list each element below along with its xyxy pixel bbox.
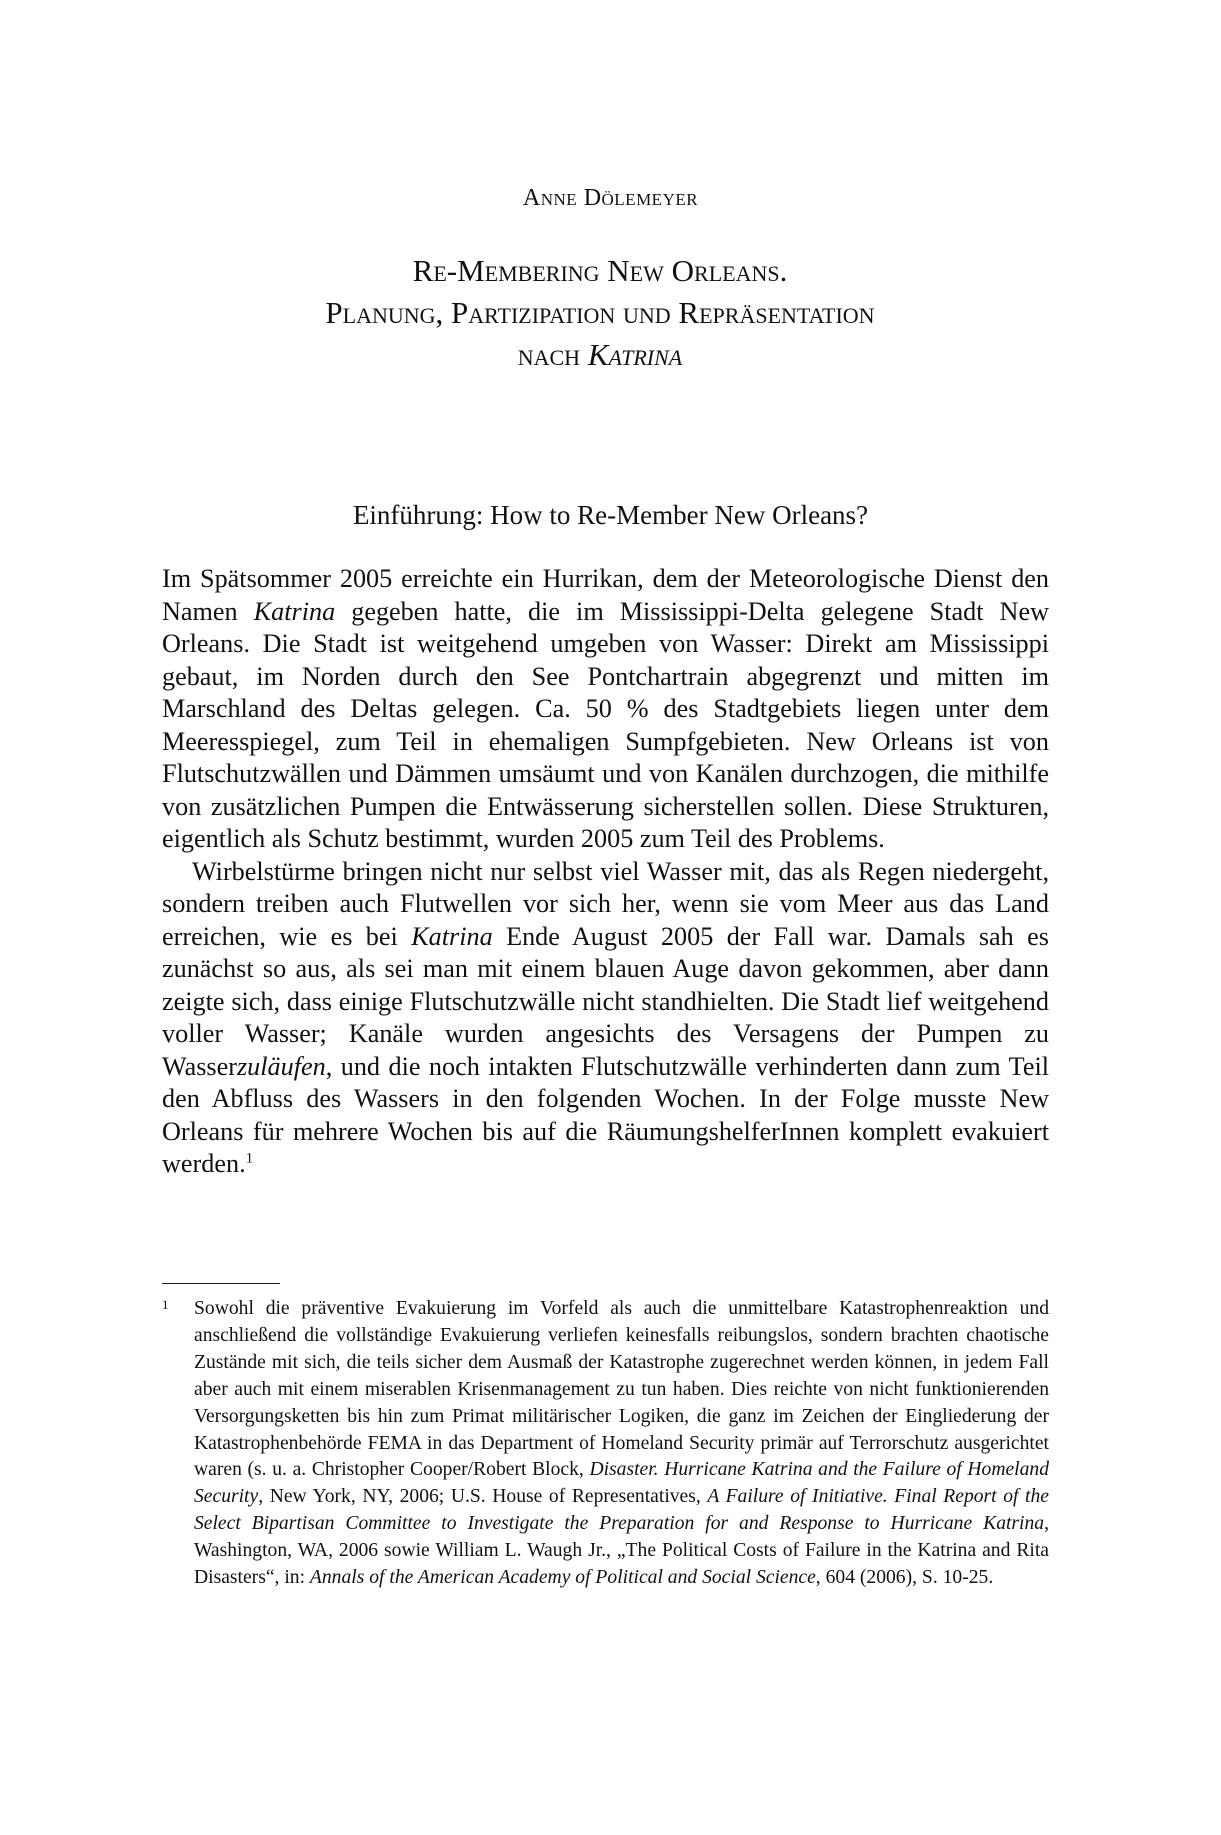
title-line-3-prefix: nach [517,337,588,372]
footnote-text-b: , New York, NY, 2006; U.S. House of Representatives, [258,1486,708,1508]
section-heading: Einführung: How to Re-Member New Orleans? [352,500,869,530]
paper-title [130,250,1070,376]
title-line-1: Re-Membering New Orleans. [412,253,788,288]
footnote-italic-a: Disaster. Hurricane Katrina and the Failure of Homeland Security [194,1459,1049,1508]
author-name: Anne Dölemeyer [522,185,699,211]
footnote-reference[interactable]: 1 [245,1150,254,1167]
footnote-italic-b: A Failure of Initiative. Final Report of the Select Bipartisan Committee to Investigate the Preparation for and Response to Hurricane Katrina [194,1486,1049,1535]
footnote-text-c: , Washington, WA, 2006 sowie William L. Waugh Jr., „The Political Costs of Failure in the Katrina and Rita Disasters“, in: [194,1513,1049,1589]
paragraph-1-text-b: gegeben hatte, die im Mississippi-Delta gelegene Stadt New Orleans. Die Stadt ist weitgehend umgeben von Wasser: Direkt am Mississippi gebaut, im Norden durch den See Pontchartrain abgegrenzt und mitten im Marschland des Deltas gelegen. Ca. 50 % des Stadtgebiets liegen unter dem Meeresspiegel, zum Teil in ehemaligen Sumpfgebieten. New Orleans ist von Flutschutzwällen und Dämmen umsäumt und von Kanälen durchzogen, die mithilfe von zusätzlichen Pumpen die Entwässerung sicherstellen sollen. Diese Strukturen, eigentlich als Schutz bestimmt, wurden 2005 zum Teil des Problems. [162,596,1049,853]
footnote-body [194,1296,1049,1592]
footnote-text-a: Sowohl die präventive Evakuierung im Vorfeld als auch die unmittelbare Katastrophenreaktion und anschließend die vollständige Evakuierung verliefen keinesfalls reibungslos, sondern brachten chaotische Zustände mit sich, die teils sicher dem Ausmaß der Katastrophe zugerechnet werden können, in jedem Fall aber auch mit einem miserablen Krisenmanagement zu tun haben. Dies reichte von nicht funktionierenden Versorgungsketten bis hin zum Primat militärischer Logiken, die ganz im Zeichen der Eingliederung der Katastrophenbehörde FEMA in das Department of Homeland Security primär auf Terrorschutz ausgerichtet waren (s. u. a. Christopher Cooper/Robert Block, [194,1298,1049,1481]
footnote [162,1296,1049,1592]
paragraph-2-text-b: Ende August 2005 der Fall war. Damals sah es zunächst so aus, als sei man mit einem blauen Auge davon gekommen, aber dann zeigte sich, dass einige Flutschutzwälle nicht standhielten. Die Stadt lief weitgehend voller Wasser; Kanäle wurden angesichts des Versagens der Pumpen zu Wasser [162,921,1049,1081]
paragraph-2 [162,856,1049,1181]
footnote-divider [162,1283,280,1284]
title-line-3-italic: Katrina [587,337,683,372]
paragraph-1 [162,563,1049,856]
body-text [162,563,1049,1181]
footnote-number: 1 [162,1297,169,1312]
footnote-italic-c: Annals of the American Academy of Political and Social Science [309,1567,816,1589]
paragraph-1-italic-a: Katrina [253,596,336,626]
paragraph-1-text-a: Im Spätsommer 2005 erreichte ein Hurrikan, dem der Meteorologische Dienst den Namen [162,564,1049,626]
paragraph-2-text-a: Wirbelstürme bringen nicht nur selbst viel Wasser mit, das als Regen niedergeht, sondern treiben auch Flutwellen vor sich her, wenn sie vom Meer aus das Land erreichen, wie es bei [162,856,1049,951]
title-line-3 [130,334,1070,376]
title-line-2: Planung, Partizipation und Repräsentation [325,295,875,330]
paragraph-2-italic-a: Katrina [411,921,493,951]
footnote-text-d: , 604 (2006), S. 10-25. [815,1567,994,1589]
paragraph-2-text-c: , und die noch intakten Flutschutzwälle verhinderten dann zum Teil den Abfluss des Wassers in den folgenden Wochen. In der Folge musste New Orleans für mehrere Wochen bis auf die RäumungshelferInnen komplett evakuiert werden. [162,1051,1049,1178]
paragraph-2-italic-b: zuläufen [236,1051,326,1081]
